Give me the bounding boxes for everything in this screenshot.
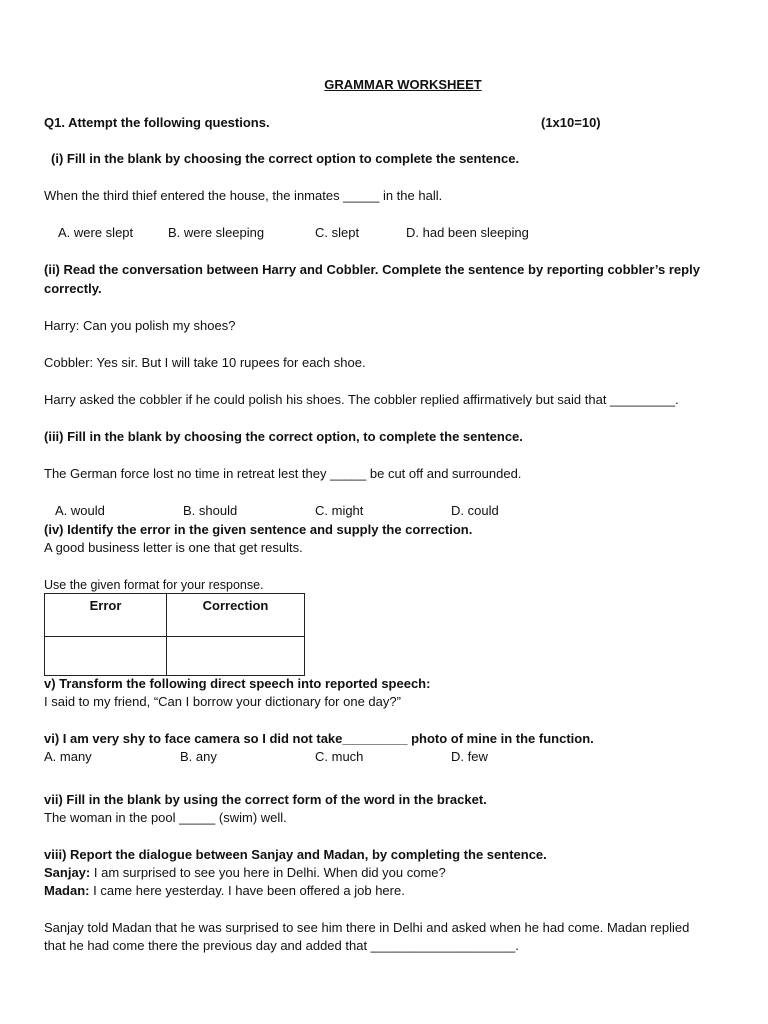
q-vii-sentence: The woman in the pool _____ (swim) well. xyxy=(44,810,287,825)
sanjay-speech: I am surprised to see you here in Delhi. When did you come? xyxy=(90,865,446,880)
q-vi-prompt: vi) I am very shy to face camera so I did not take_________ photo of mine in the function. xyxy=(44,731,594,746)
q-viii-madan-line xyxy=(44,882,405,900)
q-viii-sanjay-line xyxy=(44,864,446,882)
q-iii-prompt: (iii) Fill in the blank by choosing the correct option, to complete the sentence. xyxy=(44,429,523,444)
q-viii-sentence-line2: that he had come there the previous day and added that ____________________. xyxy=(44,938,519,953)
q-iii-option-c: C. might xyxy=(315,503,364,518)
madan-speaker-label: Madan: xyxy=(44,883,90,898)
q-ii-prompt-line1: (ii) Read the conversation between Harry and Cobbler. Complete the sentence by reporting cobbler’s reply xyxy=(44,262,700,277)
q-vi-option-b: B. any xyxy=(180,749,217,764)
q-vi-option-a: A. many xyxy=(44,749,92,764)
q-iv-prompt: (iv) Identify the error in the given sentence and supply the correction. xyxy=(44,522,473,537)
table-header-error: Error xyxy=(45,594,167,637)
error-answer-cell[interactable] xyxy=(45,637,167,676)
q-iii-option-b: B. should xyxy=(183,503,238,518)
q-iv-format-note: Use the given format for your response. xyxy=(44,578,264,592)
q-i-sentence: When the third thief entered the house, the inmates _____ in the hall. xyxy=(44,188,443,203)
q-ii-sentence: Harry asked the cobbler if he could polish his shoes. The cobbler replied affirmatively but said that _________. xyxy=(44,392,679,407)
q-i-option-a: A. were slept xyxy=(58,225,134,240)
response-table xyxy=(44,593,305,676)
q-vi-option-c: C. much xyxy=(315,749,364,764)
q-v-prompt: v) Transform the following direct speech into reported speech: xyxy=(44,676,431,691)
worksheet-title: GRAMMAR WORKSHEET xyxy=(324,77,482,92)
madan-speech: I came here yesterday. I have been offered a job here. xyxy=(89,883,405,898)
q-v-sentence: I said to my friend, “Can I borrow your dictionary for one day?” xyxy=(44,694,401,709)
q-iii-sentence: The German force lost no time in retreat lest they _____ be cut off and surrounded. xyxy=(44,466,522,481)
q-vii-prompt: vii) Fill in the blank by using the correct form of the word in the bracket. xyxy=(44,792,487,807)
q-iii-option-d: D. could xyxy=(451,503,499,518)
sanjay-speaker-label: Sanjay: xyxy=(44,865,91,880)
q-vi-option-d: D. few xyxy=(451,749,488,764)
q-i-option-b: B. were sleeping xyxy=(168,225,265,240)
q1-marks: (1x10=10) xyxy=(541,115,601,130)
q-viii-sentence-line1: Sanjay told Madan that he was surprised to see him there in Delhi and asked when he had come. Madan replied xyxy=(44,920,690,935)
q-viii-prompt: viii) Report the dialogue between Sanjay and Madan, by completing the sentence. xyxy=(44,847,547,862)
q-ii-prompt-line2: correctly. xyxy=(44,281,102,296)
q-iii-option-a: A. would xyxy=(55,503,105,518)
q-iv-sentence: A good business letter is one that get results. xyxy=(44,540,303,555)
table-header-correction: Correction xyxy=(167,594,305,637)
correction-answer-cell[interactable] xyxy=(167,637,305,676)
q1-label: Q1. Attempt the following questions. xyxy=(44,115,270,130)
q-i-option-d: D. had been sleeping xyxy=(406,225,529,240)
q-ii-harry: Harry: Can you polish my shoes? xyxy=(44,318,236,333)
q-i-prompt: (i) Fill in the blank by choosing the correct option to complete the sentence. xyxy=(51,151,520,166)
q-ii-cobbler: Cobbler: Yes sir. But I will take 10 rupees for each shoe. xyxy=(44,355,366,370)
q-i-option-c: C. slept xyxy=(315,225,360,240)
